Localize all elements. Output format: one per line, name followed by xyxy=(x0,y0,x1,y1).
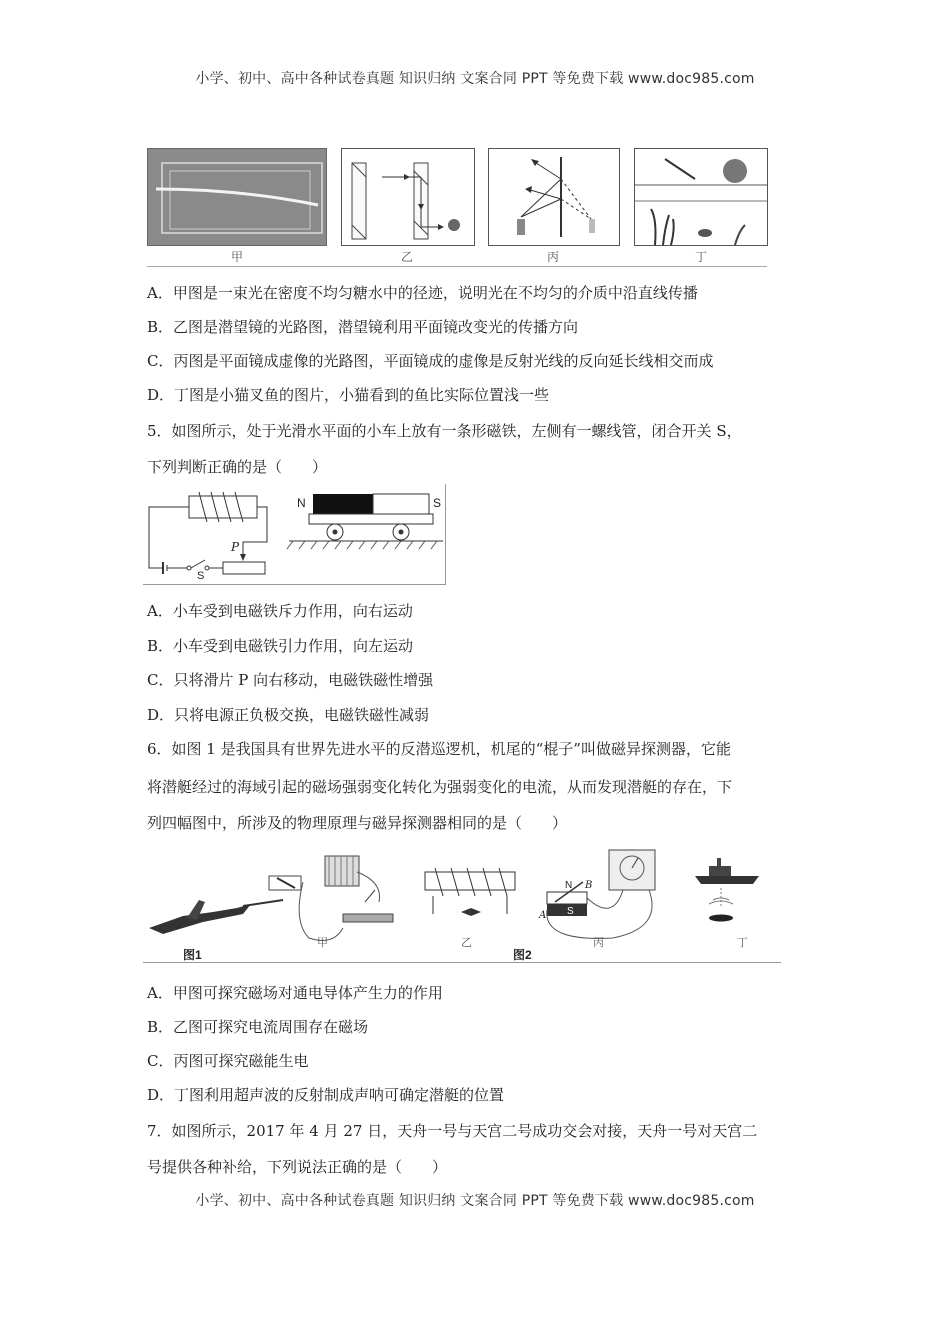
q6-option-d: D．丁图利用超声波的反射制成声呐可确定潜艇的位置 xyxy=(147,1086,505,1104)
q6-option-b: B．乙图可探究电流周围存在磁场 xyxy=(147,1018,369,1036)
letter-b: B xyxy=(585,880,593,891)
panel-label-ding: 丁 xyxy=(694,250,707,264)
page-footer: 小学、初中、高中各种试卷真题 知识归纳 文案合同 PPT 等免费下载 www.doc985.com xyxy=(195,1193,755,1209)
letter-n: N xyxy=(565,880,573,891)
q4-option-b: B．乙图是潜望镜的光路图，潜望镜利用平面镜改变光的传播方向 xyxy=(147,318,579,336)
q6-label-jia: 甲 xyxy=(317,936,328,949)
q5-option-c: C．只将滑片 P 向右移动，电磁铁磁性增强 xyxy=(147,671,434,689)
q6-label-bing: 丙 xyxy=(593,936,604,949)
panel-label-bing: 丙 xyxy=(546,250,559,264)
magnet-n-label: N xyxy=(297,496,306,510)
panel-bing-mirror xyxy=(488,148,620,246)
q6-stem-line-2: 将潜艇经过的海域引起的磁场强弱变化转化为强弱变化的电流，从而发现潜艇的存在，下 xyxy=(147,778,733,796)
q6-figure-detectors xyxy=(143,842,781,963)
q4-option-a: A．甲图是一束光在密度不均匀糖水中的径迹，说明光在不均匀的介质中沿直线传播 xyxy=(147,284,698,302)
q5-option-a: A．小车受到电磁铁斥力作用，向右运动 xyxy=(147,602,413,620)
q6-option-a: A．甲图可探究磁场对通电导体产生力的作用 xyxy=(147,984,443,1002)
q7-stem-line-2: 号提供各种补给，下列说法正确的是（ ） xyxy=(147,1158,448,1176)
q6-stem-line-1: 6．如图 1 是我国具有世界先进水平的反潜巡逻机，机尾的“棍子”叫做磁异探测器，它能 xyxy=(147,740,731,758)
q7-stem-line-1: 7．如图所示，2017 年 4 月 27 日，天舟一号与天宫二号成功交会对接，天舟一号对天宫二 xyxy=(147,1122,758,1140)
figure-divider xyxy=(147,266,767,267)
q6-stem-line-3: 列四幅图中，所涉及的物理原理与磁异探测器相同的是（ ） xyxy=(147,814,568,832)
letter-a: A xyxy=(539,910,547,921)
q5-option-d: D．只将电源正负极交换，电磁铁磁性减弱 xyxy=(147,706,430,724)
letter-s: S xyxy=(567,906,574,917)
light-path-sugar-water xyxy=(148,149,326,245)
fig1-caption: 图1 xyxy=(183,948,202,962)
panel-yi-periscope xyxy=(341,148,475,246)
fig2-caption: 图2 xyxy=(513,948,532,962)
panel-jia-photo xyxy=(147,148,327,246)
q5-figure-solenoid-cart xyxy=(143,484,446,585)
q4-option-c: C．丙图是平面镜成虚像的光路图，平面镜成的虚像是反射光线的反向延长线相交而成 xyxy=(147,352,714,370)
q6-label-ding: 丁 xyxy=(737,936,748,949)
panel-label-yi: 乙 xyxy=(400,250,413,264)
q6-option-c: C．丙图可探究磁能生电 xyxy=(147,1052,309,1070)
switch-s-label: S xyxy=(197,570,205,582)
q4-option-d: D．丁图是小猫叉鱼的图片，小猫看到的鱼比实际位置浅一些 xyxy=(147,386,550,404)
q5-stem-line-1: 5．如图所示，处于光滑水平面的小车上放有一条形磁铁，左侧有一螺线管，闭合开关 S， xyxy=(147,422,742,440)
page-header: 小学、初中、高中各种试卷真题 知识归纳 文案合同 PPT 等免费下载 www.doc985.com xyxy=(195,71,755,87)
panel-label-jia: 甲 xyxy=(230,250,243,264)
q5-option-b: B．小车受到电磁铁引力作用，向左运动 xyxy=(147,637,414,655)
q5-stem-line-2: 下列判断正确的是（ ） xyxy=(147,458,328,476)
panel-ding-cat-fishing xyxy=(634,148,768,246)
magnet-s-label: S xyxy=(433,496,442,510)
q6-label-yi: 乙 xyxy=(461,936,472,949)
slider-p-label: P xyxy=(231,540,240,554)
